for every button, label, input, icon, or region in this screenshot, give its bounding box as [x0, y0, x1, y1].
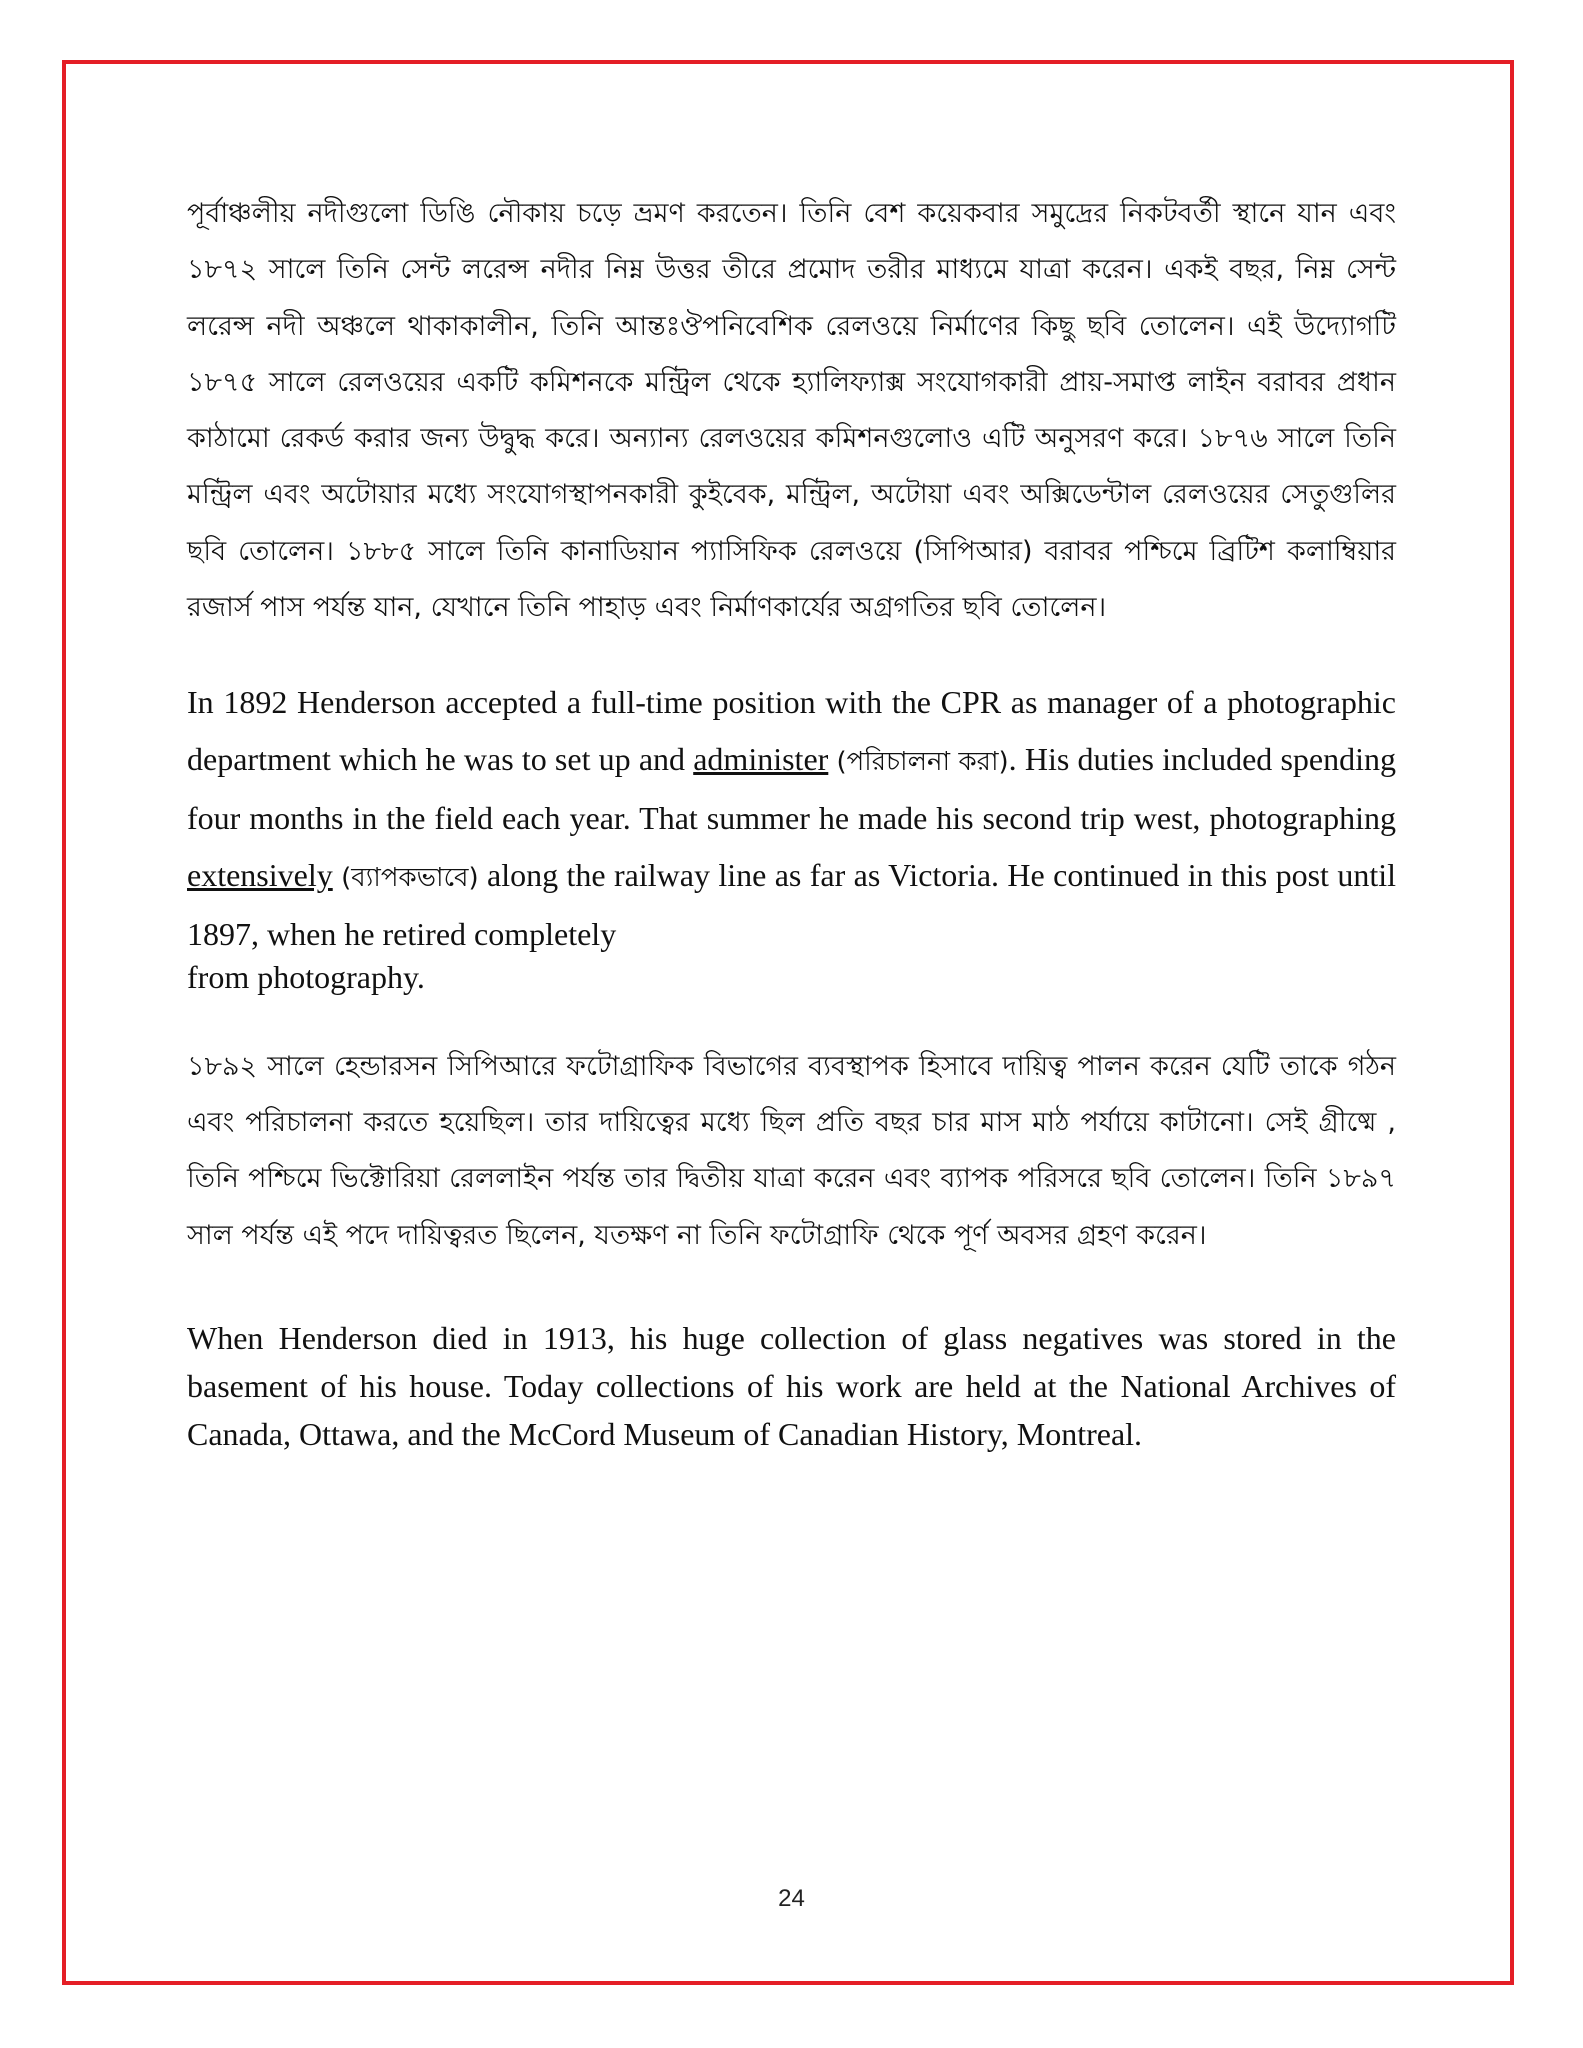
- vocab-gloss-extensively: (ব্যাপকভাবে): [341, 862, 479, 893]
- english-paragraph-1: [187, 674, 1396, 963]
- english-paragraph-1-text-a: In 1892 Henderson accepted a full-time position with the CPR as manager of a photographic department which he was to set up and: [187, 684, 1396, 777]
- vocab-gloss-administer: (পরিচালনা করা): [836, 746, 1009, 777]
- english-paragraph-1-text-c: along the railway line as far as Victoria. He continued in this post until 1897, when he retired completely: [187, 856, 1397, 953]
- page-number: 24: [778, 1885, 805, 1912]
- vocab-term-extensively: extensively: [187, 856, 333, 893]
- bengali-paragraph-2: ১৮৯২ সালে হেন্ডারসন সিপিআরে ফটোগ্রাফিক বিভাগের ব্যবস্থাপক হিসাবে দায়িত্ব পালন করেন যেটি তাকে গঠন এবং পরিচালনা করতে হয়েছিল। তার দায়িত্বের মধ্যে ছিল প্রতি বছর চার মাস মাঠ পর্যায়ে কাটানো। সেই গ্রীষ্মে , তিনি পশ্চিমে ভিক্টোরিয়া রেললাইন পর্যন্ত তার দ্বিতীয় যাত্রা করেন এবং ব্যাপক পরিসরে ছবি তোলেন। তিনি ১৮৯৭ সাল পর্যন্ত এই পদে দায়িত্বরত ছিলেন, যতক্ষণ না তিনি ফটোগ্রাফি থেকে পূর্ণ অবসর গ্রহণ করেন।: [187, 1050, 1396, 1251]
- vocab-term-administer: administer: [693, 740, 829, 777]
- english-paragraph-2: When Henderson died in 1913, his huge collection of glass negatives was stored in the basement of his house. Today collections of his work are held at the National Archives of Canada, Ottawa, and the McCord Museum of Canadian History, Montreal.: [187, 1320, 1396, 1453]
- page-content: [187, 186, 1396, 1458]
- english-paragraph-1-text-b: . His duties included spending four months in the field each year. That summer he made his second trip west, photographing: [187, 740, 1397, 837]
- english-paragraph-1-last-line: from photography.: [187, 958, 425, 995]
- bengali-paragraph-1: পূর্বাঞ্চলীয় নদীগুলো ডিঙি নৌকায় চড়ে ভ্রমণ করতেন। তিনি বেশ কয়েকবার সমুদ্রের নিকটবর্তী স্থানে যান এবং ১৮৭২ সালে তিনি সেন্ট লরেন্স নদীর নিম্ন উত্তর তীরে প্রমোদ তরীর মাধ্যমে যাত্রা করেন। একই বছর, নিম্ন সেন্ট লরেন্স নদী অঞ্চলে থাকাকালীন, তিনি আন্তঃঔপনিবেশিক রেলওয়ে নির্মাণের কিছু ছবি তোলেন। এই উদ্যোগটি ১৮৭৫ সালে রেলওয়ের একটি কমিশনকে মন্ট্রিল থেকে হ্যালিফ্যাক্স সংযোগকারী প্রায়-সমাপ্ত লাইন বরাবর প্রধান কাঠামো রেকর্ড করার জন্য উদ্বুদ্ধ করে। অন্যান্য রেলওয়ের কমিশনগুলোও এটি অনুসরণ করে। ১৮৭৬ সালে তিনি মন্ট্রিল এবং অটোয়ার মধ্যে সংযোগস্থাপনকারী কুইবেক, মন্ট্রিল, অটোয়া এবং অক্সিডেন্টাল রেলওয়ের সেতুগুলির ছবি তোলেন। ১৮৮৫ সালে তিনি কানাডিয়ান প্যাসিফিক রেলওয়ে (সিপিআর) বরাবর পশ্চিমে ব্রিটিশ কলাম্বিয়ার রজার্স পাস পর্যন্ত যান, যেখানে তিনি পাহাড় এবং নির্মাণকার্যের অগ্রগতির ছবি তোলেন।: [187, 198, 1396, 624]
